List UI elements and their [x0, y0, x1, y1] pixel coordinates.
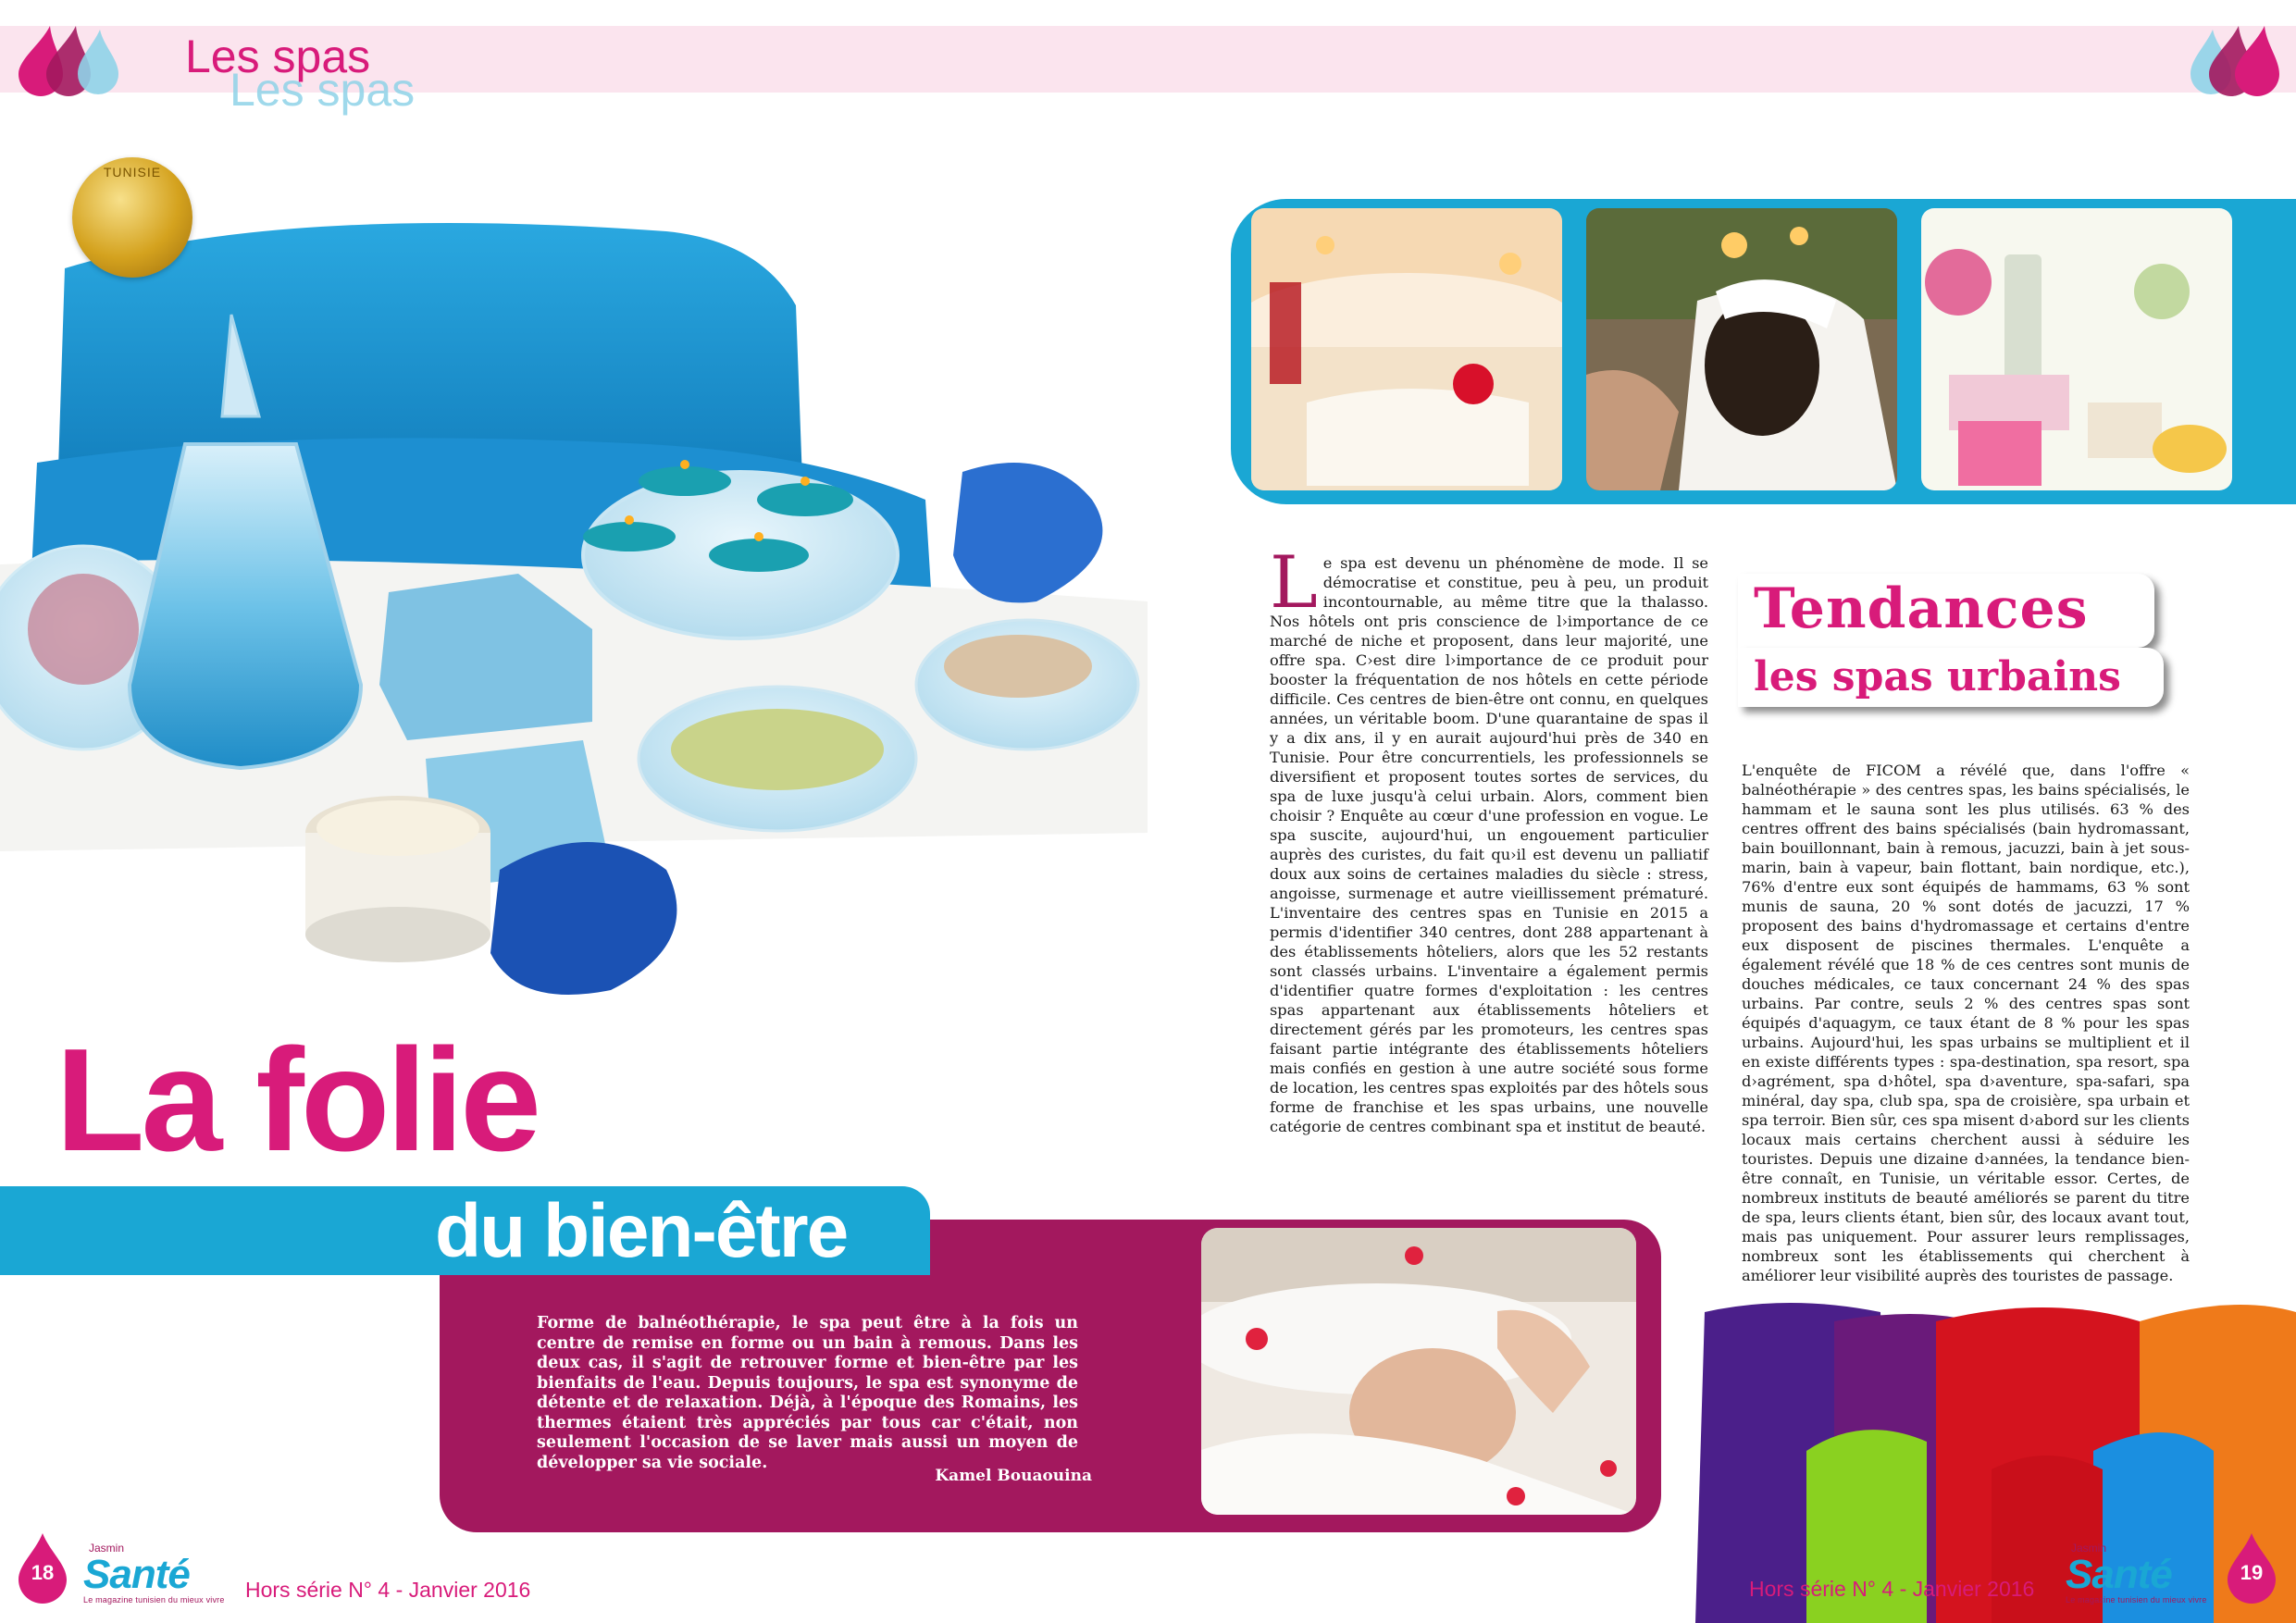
article-column-1 [1270, 541, 1708, 1136]
medal-label: TUNISIE [103, 165, 162, 180]
logo-top-right: Jasmin [2071, 1542, 2107, 1555]
logo-name-left: Santé [83, 1552, 190, 1597]
dropcap: L [1270, 541, 1318, 625]
medal-icon [72, 157, 192, 278]
intro-paragraph: Forme de balnéothérapie, le spa peut être à la fois un centre de remise en forme ou un bain à remous. Dans les deux cas, il s'agit de retrouver forme et bien-être par les bienfaits de l'eau. Depuis toujours, le spa est synonyme de détente et de relaxation. Déjà, à l'époque des Romains, les thermes étaient très appréciés par tous car c'était, non seulement l'occasion de se laver mais aussi un moyen de développer sa vie sociale. [537, 1314, 1078, 1472]
logo-tagline-right: Le magazine tunisien du mieux vivre [2066, 1595, 2207, 1604]
magazine-logo-left [83, 1542, 241, 1604]
article-body-1: e spa est devenu un phénomène de mode. Il se démocratise et constitue, peu à peu, un produit incontournable, au même titre que la thalasso. Nos hôtels ont pris conscience de l›importance de ce marché de niche et proposent, dans leur majorité, une offre spa. C›est dire l›importance de ce produit pour booster la fréquentation de nos hôtels en cette période difficile. Ces centres de bien-être ont connu, en quelques années, un véritable boom. D'une quarantaine de spas il y a dix ans, il y en aurait aujourd'hui près de 340 en Tunisie. Pour être concurrentiels, les professionnels se diversifient et proposent toutes sortes de services, du spa de luxe jusqu'à celui urbain. Alors, comment bien choisir ? Enquête au cœur d'une profession en vogue. Le spa suscite, aujourd'hui, un engouement particulier auprès des curistes, du fait qu›il est devenu un palliatif doux aux soins de certaines maladies du siècle : stress, angoisse, surmenage et autre vieillissement prématuré. L'inventaire des centres spas en Tunisie en 2015 a permis d'identifier 340 centres, dont 288 appartenant à des établissements hôteliers, alors que les 52 restants sont classés urbains. L'inventaire a également permis d'identifier quatre formes d'exploitation : les centres spas appartenant aux établissements hôteliers et directement gérés par les promoteurs, les centres spas faisant partie intégrante des établissements hôteliers mais confiés en gestion à une autre société sous forme de location, les centres spas exploités par des hôtels sous forme de franchise et les spas urbains, une nouvelle catégorie de centres combinant spa et institut de beauté. [1270, 554, 1708, 1135]
logo-tagline-left: Le magazine tunisien du mieux vivre [83, 1595, 225, 1604]
page-drop-icon [17, 1531, 68, 1604]
section-heading: Tendances [1754, 576, 2089, 641]
spa-bath-photo [1251, 208, 1562, 490]
section-title-echo: Les spas [230, 64, 416, 116]
issue-label-right: Hors série N° 4 - Janvier 2016 [1749, 1577, 2035, 1601]
article-column-2: L'enquête de FICOM a révélé que, dans l'offre « balnéothérapie » des centres spas, les bains spécialisés, le hammam et le sauna sont les plus utilisés. 63 % des centres offrent des bains spécialisés (bain hydromassant, bain bouillonnant, bain à remous, jacuzzi, bain à jet sous-marin, bain à vapeur, bain flottant, bain nordique, etc.), 76% d'entre eux sont équipés de hammams, 63 % sont munis de sauna, 20 % sont dotés de jacuzzi, 17 % proposent des bains d'hydromassage et certains d'entre eux disposent de piscines thermales. L'enquête a également révélé que 18 % de ces centres sont munis de douches médicales, ce taux concernant 24 % des spas urbains. Par contre, seuls 2 % des centres spas sont équipés d'aquagym, ce taux étant de 8 % pour les spas urbains. Aujourd'hui, les spas urbains se multiplient et il en existe différents types : spa-destination, spa resort, spa d›agrément, spa d›hôtel, spa d›aventure, spa-safari, spa minéral, day spa, club spa, spa de croisière, spa urbain et spa terroir. Bien sûr, ces spa misent d›abord sur les clients locaux mais certains cherchent aussi à séduire les touristes. Depuis une dizaine d›années, la tendance bien-être connaît, en Tunisie, un véritable essor. Certes, de nombreux instituts de beauté améliorés se parent du titre de spa, leurs clients étant, bien sûr, des locaux avant tout, mais pas uniquement. Pour assurer leurs remplissages, nombreux sont les établissements qui cherchent à améliorer leur visibilité auprès des touristes de passage. [1742, 762, 2190, 1284]
logo-top-left: Jasmin [89, 1542, 125, 1555]
page-drop-icon [2226, 1531, 2277, 1604]
page-number-left: 18 [31, 1561, 55, 1584]
water-drops-icon [2179, 22, 2296, 96]
massage-photo [1201, 1228, 1636, 1515]
issue-label-left: Hors série N° 4 - Janvier 2016 [245, 1578, 531, 1602]
magazine-logo-right [2066, 1542, 2223, 1604]
spa-products-illustration [0, 167, 1148, 1027]
headline-line1: La folie [56, 1019, 539, 1182]
author-name: Kamel Bouaouina [935, 1467, 1092, 1485]
spa-candles-photo [1921, 208, 2232, 490]
water-drops-icon [13, 22, 133, 96]
headline-line2: du bien-être [435, 1189, 848, 1273]
page-number-right: 19 [2240, 1561, 2264, 1584]
section-subheading: les spas urbains [1754, 653, 2121, 700]
facial-mask-photo [1586, 208, 1897, 490]
logo-name-right: Santé [2066, 1552, 2172, 1597]
section-title: Les spas [185, 31, 371, 82]
